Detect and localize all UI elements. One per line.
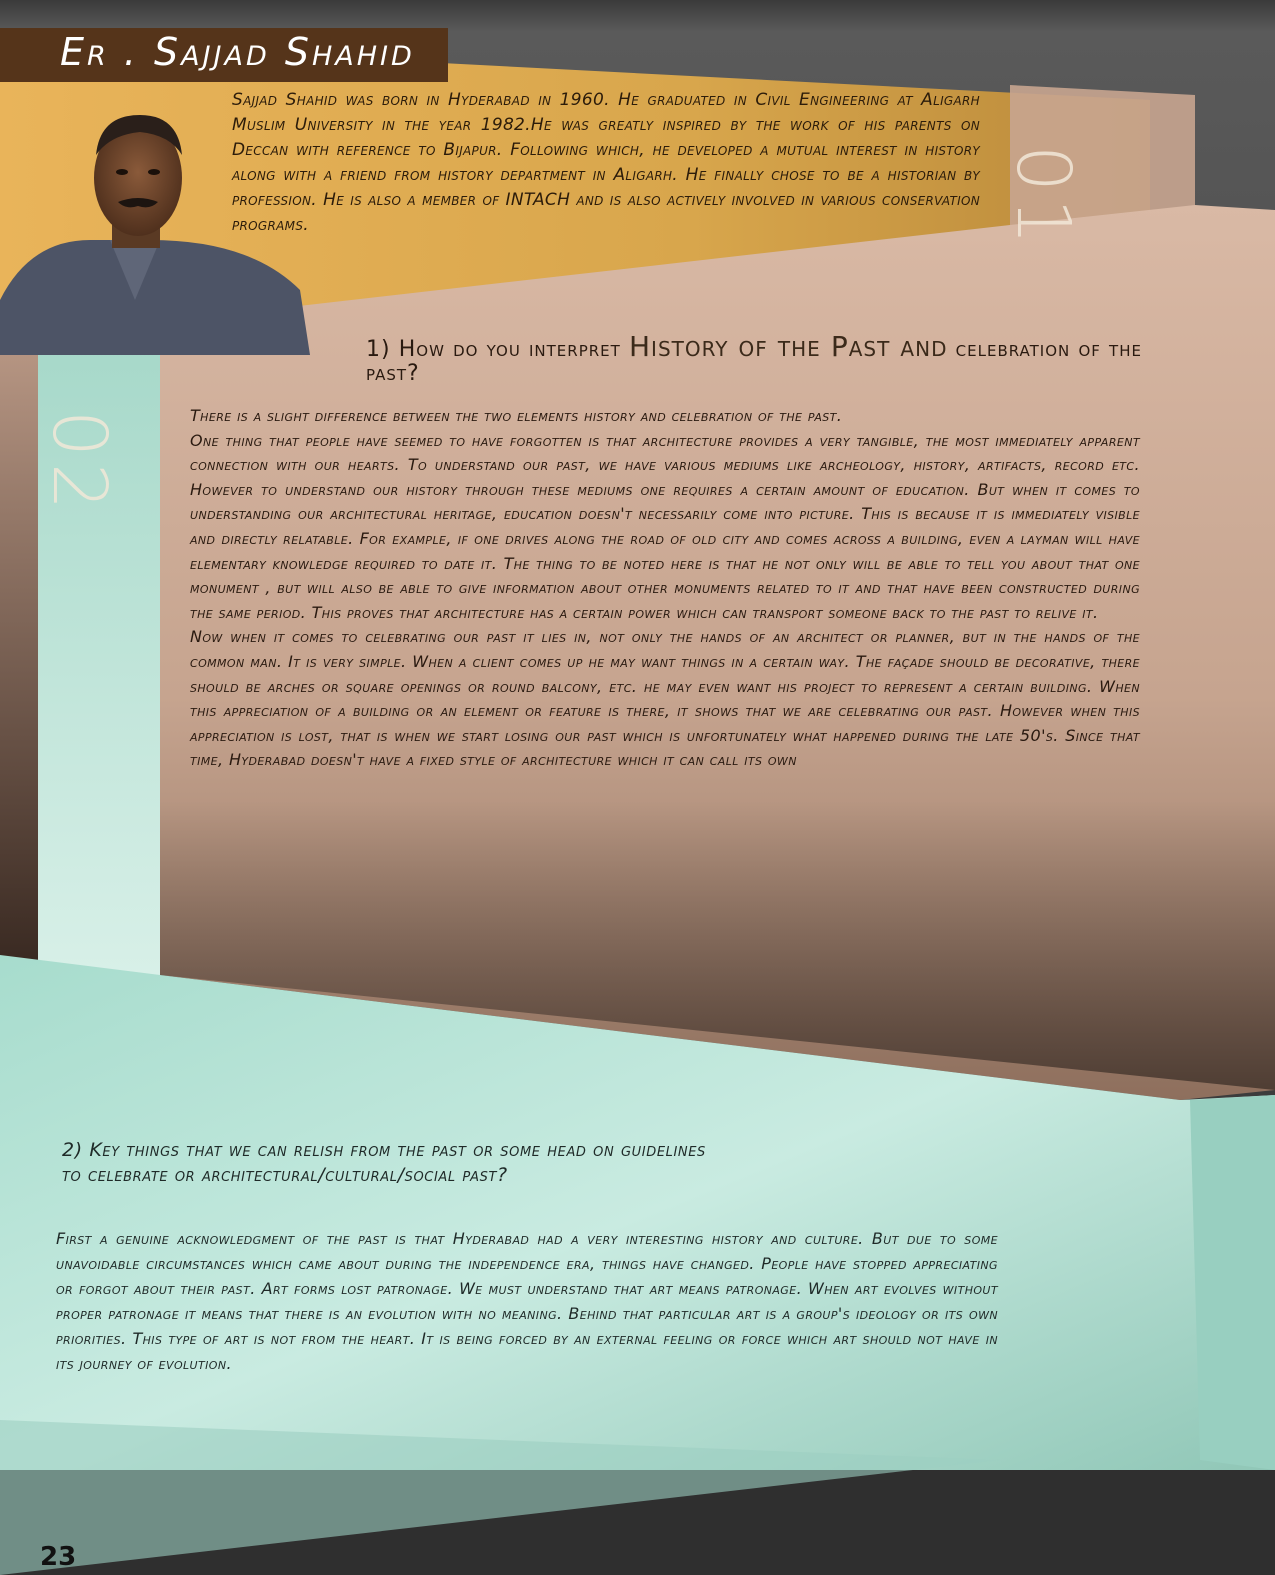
page-number: 23 <box>40 1542 77 1572</box>
question-1 <box>366 330 1142 386</box>
answer-1-paragraph: One thing that people have seemed to have forgotten is that architecture provides a very tangible, the most immediately apparent connection with our hearts. To understand our past, we have various mediums like archeology, history, artifacts, record etc. However to understand our history through these mediums one requires a certain amount of education. But when it comes to understanding our architectural heritage, education doesn't necessarily come into picture. This is because it is immediately visible and directly relatable. For example, if one drives along the road of old city and comes across a building, even a layman will have elementary knowledge required to date it. The thing to be noted here is that he not only will be able to tell you about that one monument , but will also be able to give information about other monuments related to it and that have been constructed during the same period. This proves that architecture has a certain power which can transport someone back to the past to relive it. <box>190 430 1140 622</box>
question-2-line: 2) Key things that we can relish from the past or some head on guidelines <box>62 1139 706 1161</box>
bio-text: Sajjad Shahid was born in Hyderabad in 1960. He graduated in Civil Engineering at Aligarh Muslim University in the year 1982.He was greatly inspired by the work of his parents on Deccan with reference to Bijapur. Following which, he developed a mutual interest in history along with a friend from history department in Aligarh. He finally chose to be a historian by profession. He is also a member of INTACH and is also actively involved in various conservation programs. <box>232 90 980 235</box>
answer-1 <box>190 404 1140 773</box>
question-1-prefix: 1) How do you interpret <box>366 337 621 362</box>
question-1-emphasis: History of the Past and <box>629 330 948 363</box>
section-number-01: 01 <box>1000 144 1087 252</box>
question-2 <box>62 1138 882 1188</box>
section-number-02: 02 <box>36 409 123 517</box>
answer-1-paragraph: Now when it comes to celebrating our past it lies in, not only the hands of an architect or planner, but in the hands of the common man. It is very simple. When a client comes up he may want things in a certain way. The façade should be decorative, there should be arches or square openings or round balcony, etc. he may even want his project to represent a certain building. When this appreciation of a building or an element or feature is there, it shows that we are celebrating our past. However when this appreciation is lost, that is when we start losing our past which is unfortunately what happened during the late 50's. Since that time, Hyderabad doesn't have a fixed style of architecture which it can call its own <box>190 627 1140 770</box>
page-title: Er . Sajjad Shahid <box>60 30 415 74</box>
answer-2: First a genuine acknowledgment of the past is that Hyderabad had a very interesting history and culture. But due to some unavoidable circumstances which came about during the independence era, things have changed. People have stopped appreciating or forgot about their past. Art forms lost patronage. We must understand that art means patronage. When art evolves without proper patronage it means that there is an evolution with no meaning. Behind that particular art is a group's ideology or its own priorities. This type of art is not from the heart. It is being forced by an external feeling or force which art should not have in its journey of evolution. <box>56 1229 998 1373</box>
question-2-line: to celebrate or architectural/cultural/social past? <box>62 1164 508 1186</box>
answer-1-paragraph: There is a slight difference between the two elements history and celebration of the past. <box>190 406 843 425</box>
question-1-suffix: celebration of the past? <box>366 337 1142 386</box>
